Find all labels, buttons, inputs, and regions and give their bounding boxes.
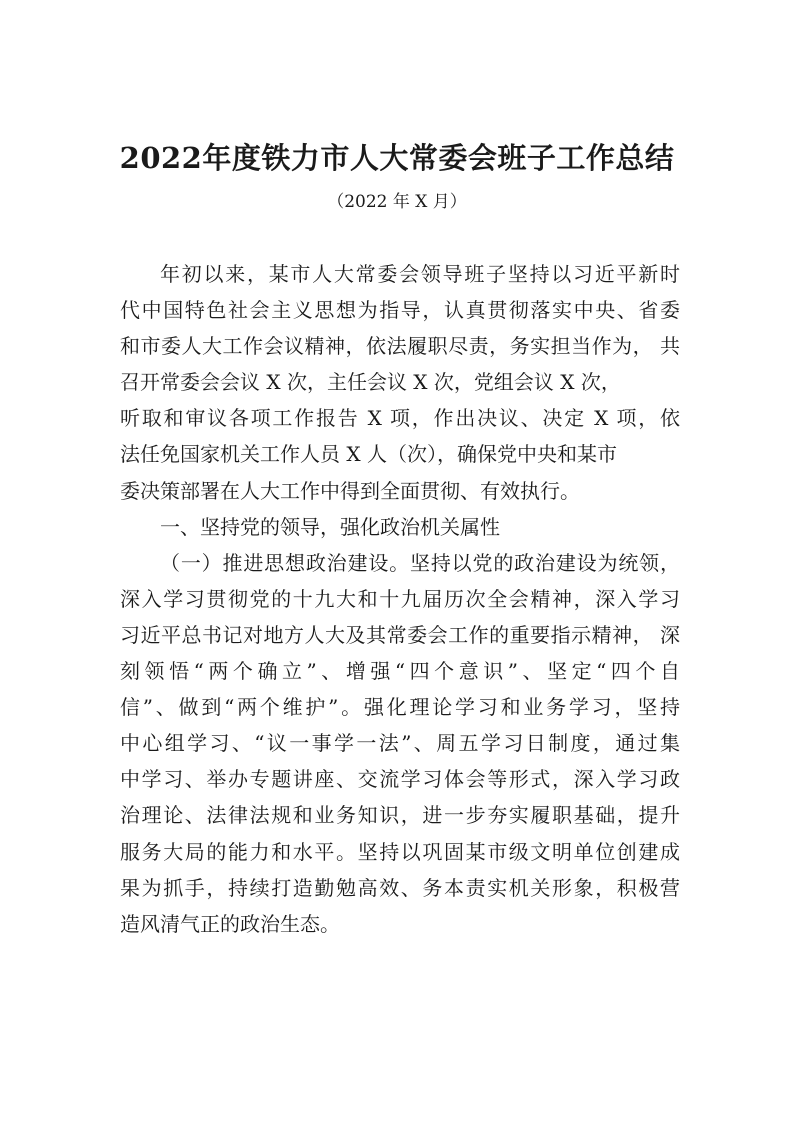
body-line: 果为抓手，持续打造勤勉高效、务本责实机关形象，积极营: [120, 875, 680, 900]
body-line: 召开常委会会议 X 次，主任会议 X 次，党组会议 X 次，: [120, 370, 621, 395]
body-line: （一）推进思想政治建设。坚持以党的政治建设为统领，: [160, 550, 680, 575]
body-line: 刻领悟“两个确立”、增强“四个意识”、坚定“四个自: [120, 659, 680, 684]
document-body: [120, 256, 680, 942]
body-line: 听取和审议各项工作报告 X 项，作出决议、决定 X 项，依: [120, 406, 680, 431]
body-line: 一、坚持党的领导，强化政治机关属性: [160, 514, 500, 539]
document-title: 2022年度铁力市人大常委会班子工作总结: [119, 141, 675, 175]
body-line: 深入学习贯彻党的十九大和十九届历次全会精神，深入学习: [120, 586, 680, 611]
body-line: 和市委人大工作会议精神，依法履职尽责，务实担当作为， 共: [120, 334, 680, 359]
body-line: 习近平总书记对地方人大及其常委会工作的重要指示精神， 深: [120, 622, 680, 647]
body-line: 信”、做到“两个维护”。强化理论学习和业务学习，坚持: [120, 695, 680, 720]
body-line: 中心组学习、“议一事学一法”、周五学习日制度，通过集: [120, 731, 680, 756]
body-line: 造风清气正的政治生态。: [120, 911, 340, 936]
body-line: 服务大局的能力和水平。坚持以巩固某市级文明单位创建成: [120, 839, 680, 864]
body-line: 中学习、举办专题讲座、交流学习体会等形式，深入学习政: [120, 767, 680, 792]
body-line: 年初以来，某市人大常委会领导班子坚持以习近平新时: [160, 262, 680, 286]
body-line: 委决策部署在人大工作中得到全面贯彻、有效执行。: [120, 478, 580, 503]
body-line: 代中国特色社会主义思想为指导，认真贯彻落实中央、省委: [120, 298, 680, 323]
document-date: （2022 年 X 月）: [327, 192, 467, 212]
body-line: 治理论、法律法规和业务知识，进一步夯实履职基础，提升: [120, 803, 680, 828]
body-line: 法任免国家机关工作人员 X 人（次），确保党中央和某市: [120, 442, 617, 467]
